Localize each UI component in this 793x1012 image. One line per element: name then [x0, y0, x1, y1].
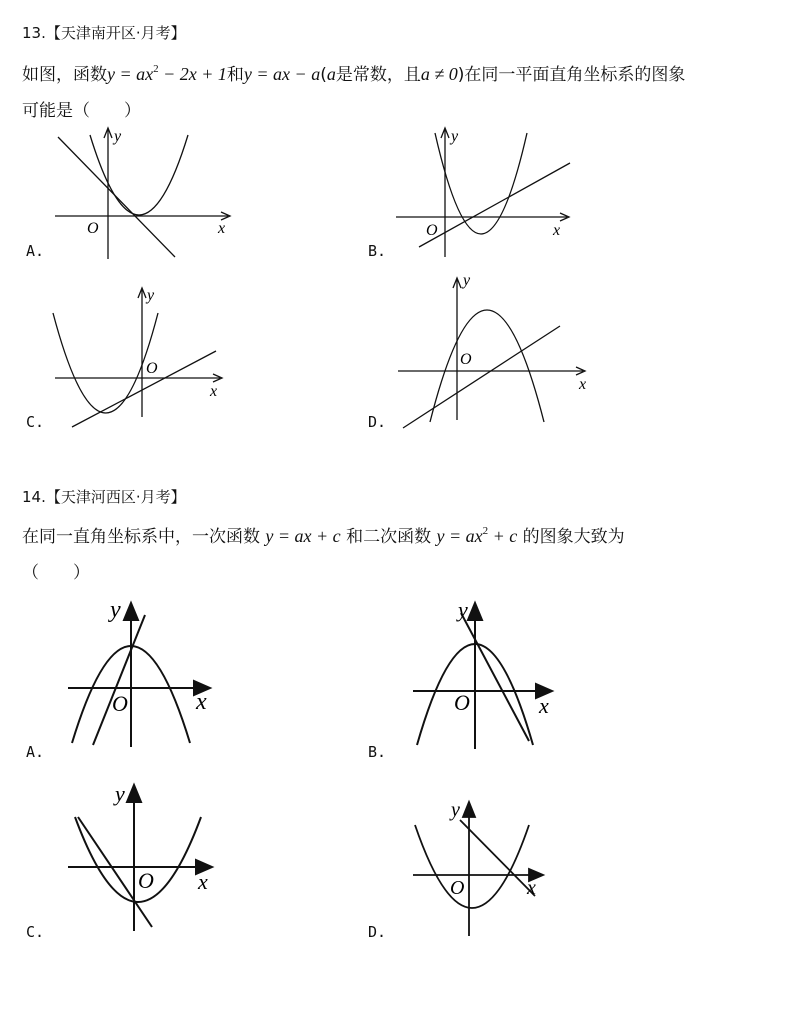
axis-y-label: y — [451, 128, 459, 145]
q14-stem-line1 — [22, 522, 625, 547]
parabola — [435, 133, 527, 234]
q13-graph-b — [393, 125, 583, 265]
parabola — [430, 310, 544, 422]
q14-graph-d — [405, 790, 595, 940]
q14-option-a: A. — [26, 743, 45, 761]
origin-label: O — [87, 220, 99, 237]
q14-stem-line2: （ ） — [22, 563, 90, 583]
axis-x-label: x — [539, 693, 549, 718]
q14-graph-c — [60, 777, 250, 937]
line — [403, 326, 560, 428]
axis-x-label: x — [527, 877, 536, 899]
q13-stem-b: 和 — [226, 65, 244, 85]
q13-option-a: A. — [26, 242, 45, 260]
parabola — [90, 135, 188, 215]
origin-label: O — [454, 690, 470, 715]
axis-x-label: x — [198, 869, 208, 894]
line — [460, 820, 535, 896]
q14-graph-b — [405, 595, 595, 755]
line — [58, 137, 175, 257]
line — [93, 615, 145, 745]
q14-option-d: D. — [368, 923, 387, 941]
line — [419, 163, 570, 247]
q13-condition: a ≠ 0 — [420, 64, 458, 84]
q14-option-c: C. — [26, 923, 45, 941]
q13-stem-e: )在同一平面直角坐标系的图象 — [457, 65, 686, 85]
axis-y-label: y — [110, 597, 121, 623]
axis-x-label: x — [196, 689, 207, 715]
q13-graph-a — [50, 125, 240, 265]
q14-graph-a — [60, 595, 250, 755]
axis-y-label: y — [147, 287, 155, 304]
y-arrow — [124, 603, 138, 620]
axis-y-label: y — [451, 799, 460, 821]
q13-header: 13.【天津南开区·月考】 — [22, 24, 186, 42]
axis-y-label: y — [458, 597, 468, 622]
y-arrow — [468, 603, 482, 620]
origin-label: O — [460, 351, 472, 368]
axis-y-label: y — [463, 272, 471, 289]
origin-label: O — [112, 691, 128, 716]
y-arrow — [463, 802, 475, 817]
q13-cond-var: a — [326, 64, 336, 84]
q13-option-b: B. — [368, 242, 387, 260]
axis-x-label: x — [553, 222, 561, 239]
origin-label: O — [146, 360, 158, 377]
line — [461, 613, 529, 741]
line — [72, 351, 216, 427]
q14-func-linear: y = ax + c — [265, 526, 341, 546]
q13-stem-c: ( — [320, 65, 327, 85]
parabola — [415, 825, 529, 908]
q14-func-quadratic — [436, 526, 517, 546]
q14-f2-exp: 2 — [482, 525, 489, 537]
axis-y-label: y — [114, 128, 122, 145]
y-arrow — [127, 785, 141, 802]
q13-stem-line1 — [22, 60, 685, 85]
q13-graph-c — [50, 285, 240, 435]
origin-label: O — [426, 222, 438, 239]
q13-f1-b: − 2x + 1 — [158, 64, 227, 84]
q14-header: 14.【天津河西区·月考】 — [22, 488, 186, 506]
axis-x-label: x — [579, 376, 587, 393]
origin-label: O — [450, 877, 465, 899]
q14-stem-b: 和二次函数 — [340, 527, 437, 547]
axis-y-label: y — [115, 781, 125, 806]
q14-stem-a: 在同一直角坐标系中，一次函数 — [22, 527, 266, 547]
q13-func-linear: y = ax − a — [243, 64, 321, 84]
q13-f1-exp: 2 — [153, 63, 159, 75]
q14-option-b: B. — [368, 743, 387, 761]
axis-x-label: x — [218, 220, 226, 237]
q13-option-c: C. — [26, 413, 45, 431]
q14-f2-b: + c — [488, 526, 518, 546]
q13-func-quadratic — [107, 64, 227, 84]
q13-graph-d — [393, 270, 593, 435]
q13-stem-d: 是常数，且 — [335, 65, 421, 85]
q14-stem-c: 的图象大致为 — [517, 527, 625, 547]
q14-f2-a: y = ax — [436, 526, 483, 546]
q13-option-d: D. — [368, 413, 387, 431]
q13-stem-a: 如图，函数 — [22, 65, 107, 85]
axis-x-label: x — [210, 383, 218, 400]
q13-stem-line2: 可能是（ ） — [22, 101, 141, 121]
origin-label: O — [138, 868, 154, 893]
q13-f1-a: y = ax — [107, 64, 154, 84]
